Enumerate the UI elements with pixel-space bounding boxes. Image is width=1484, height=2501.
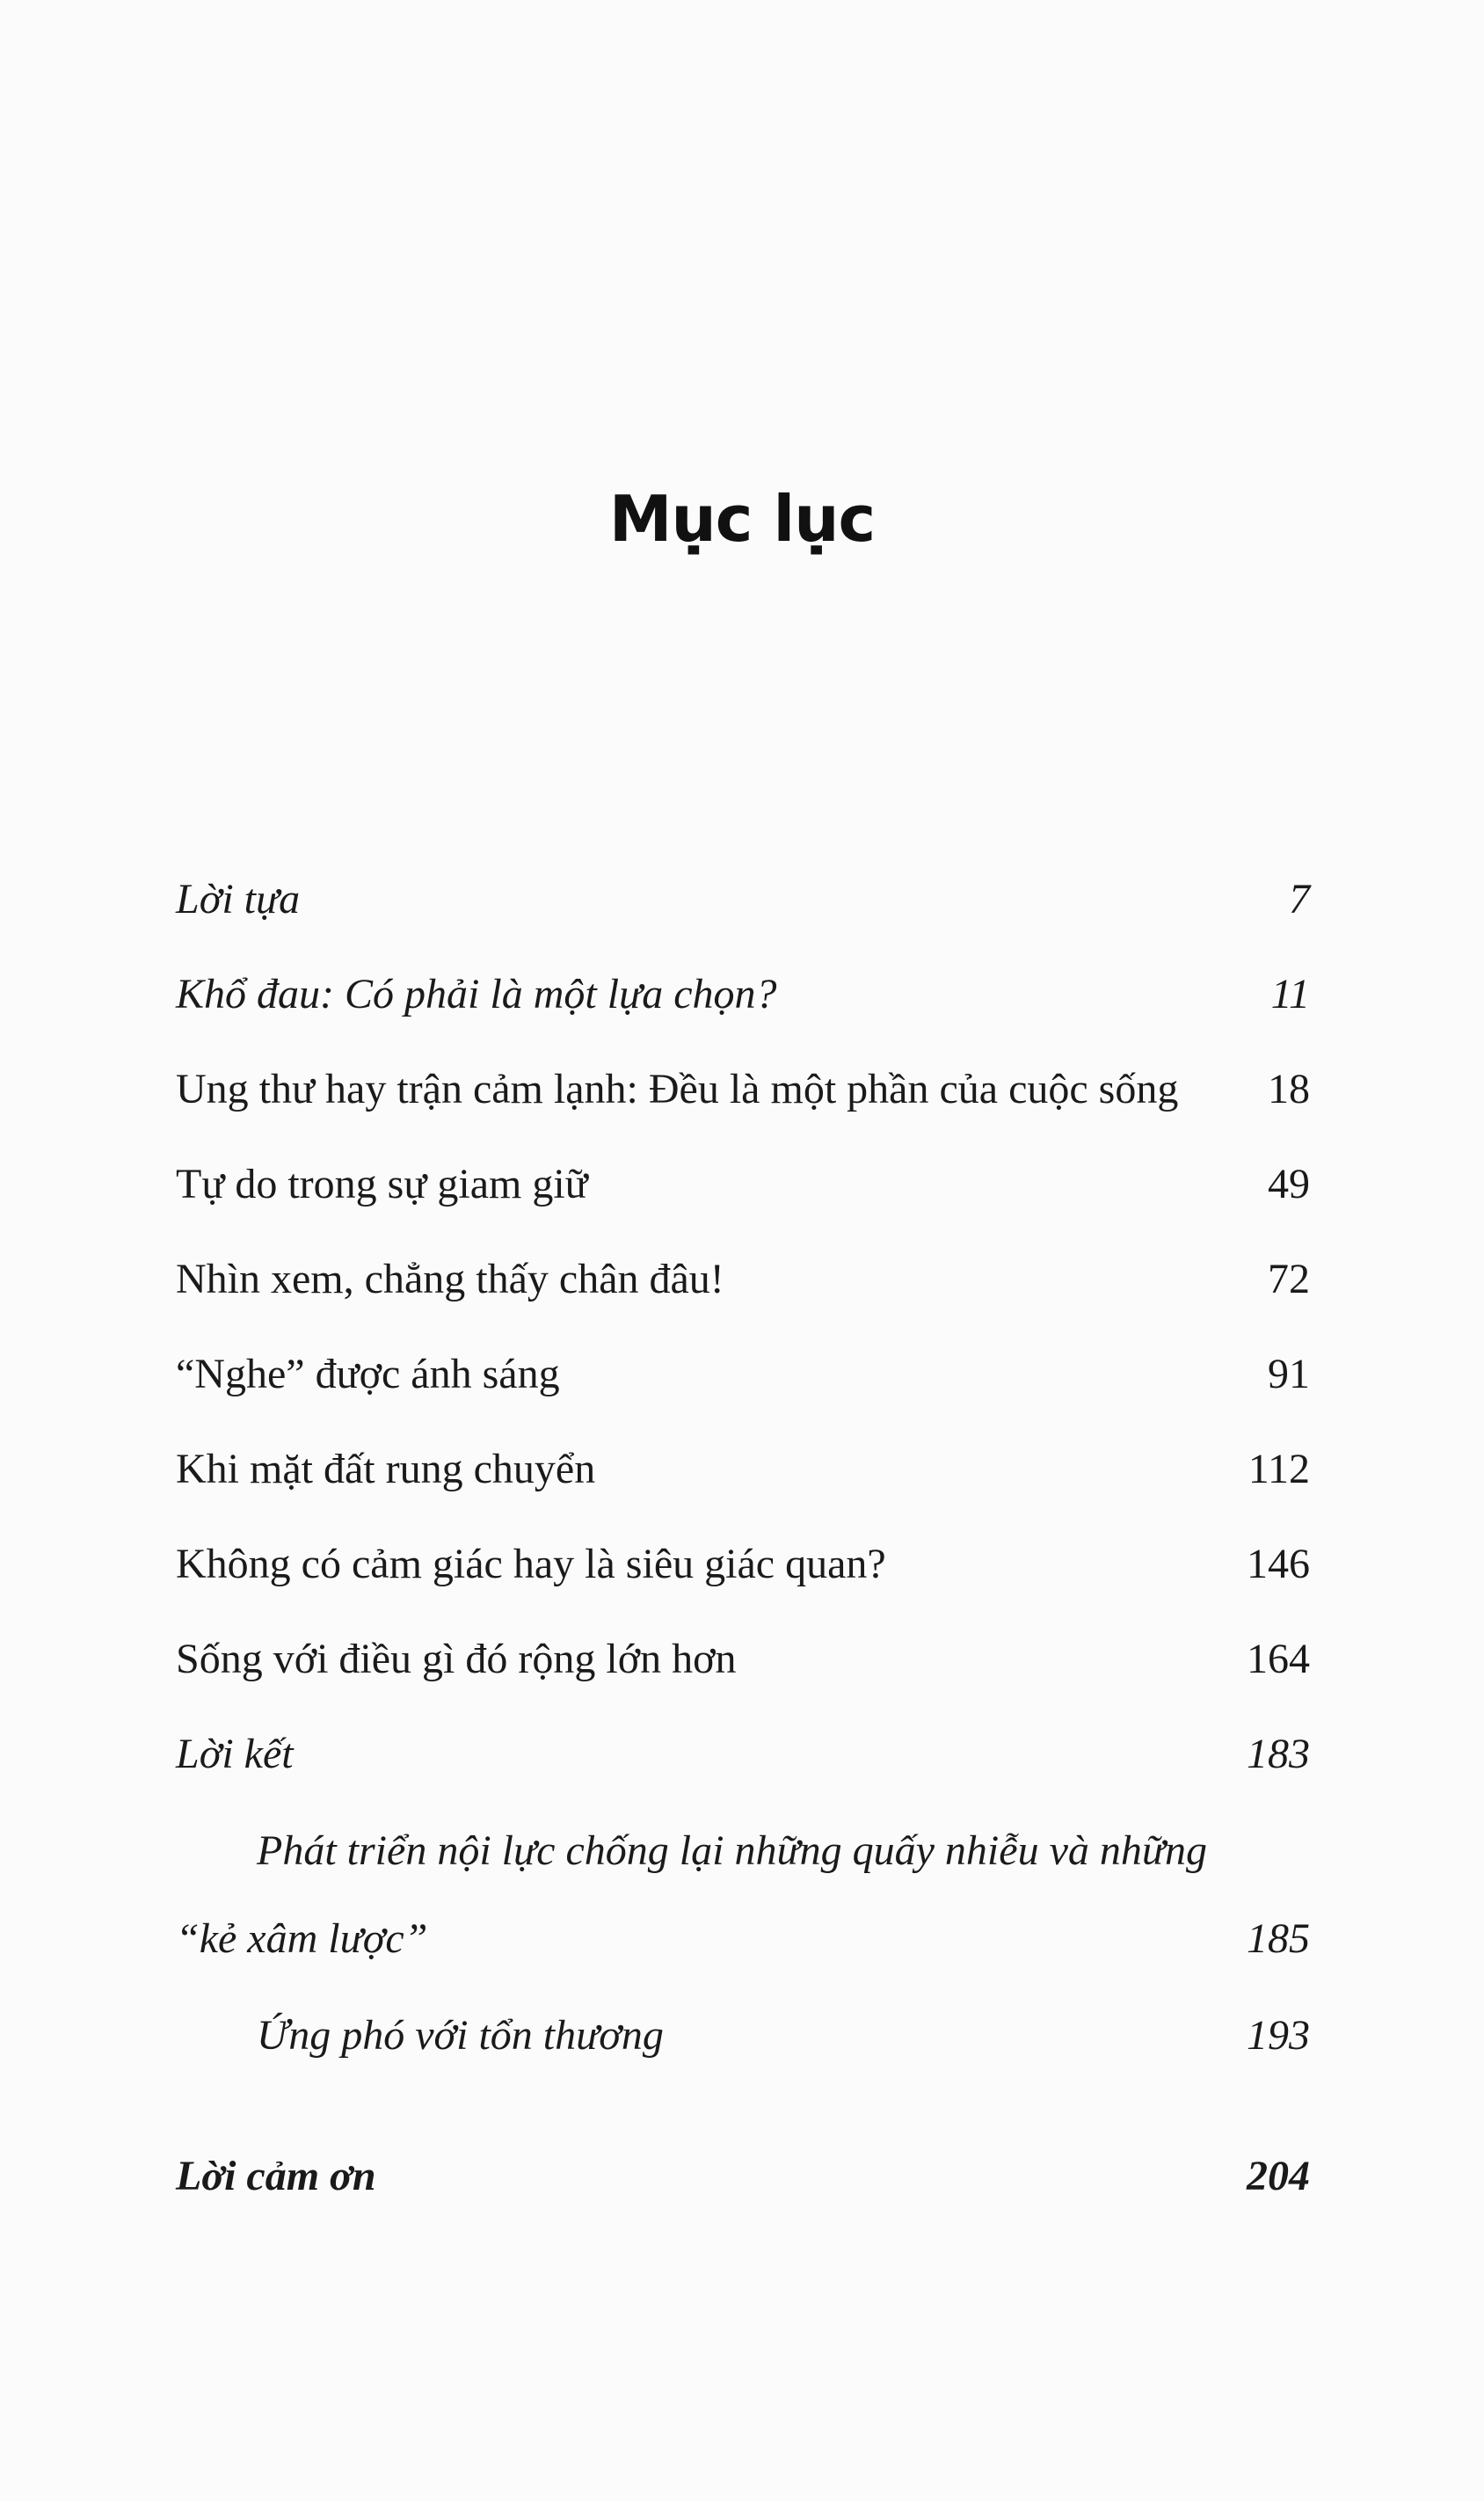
toc-entry-page: 18 (1268, 1066, 1310, 1112)
toc-entry-page: 193 (1247, 2012, 1310, 2059)
toc-entry-page: 204 (1247, 2153, 1310, 2199)
page-title: Mục lục (608, 482, 876, 556)
toc-entry-label: Ứng phó với tổn thương (257, 2012, 664, 2059)
toc-entry-page: 49 (1268, 1161, 1310, 1207)
toc-entry-page: 146 (1247, 1541, 1310, 1587)
toc-entry-page: 112 (1248, 1446, 1310, 1492)
toc-entry (176, 1439, 1310, 1500)
toc-entry (176, 2005, 1310, 2067)
toc-entry (176, 1820, 1310, 1882)
toc-entry-label: “kẻ xâm lược” (176, 1915, 428, 1962)
toc-entry-page: 185 (1247, 1915, 1310, 1962)
toc-entry (176, 964, 1310, 1025)
toc-entry-page: 72 (1268, 1256, 1310, 1302)
toc-entry-page: 91 (1268, 1351, 1310, 1397)
toc-entry (176, 1534, 1310, 1595)
toc-entry-label: Lời cảm ơn (176, 2153, 376, 2199)
toc-entry (176, 1908, 1310, 1970)
toc-entry-label: Sống với điều gì đó rộng lớn hơn (176, 1636, 737, 1682)
toc-entry-label: Không có cảm giác hay là siêu giác quan? (176, 1541, 886, 1587)
toc-entry-page: 164 (1247, 1636, 1310, 1682)
toc-entry-label: Ung thư hay trận cảm lạnh: Đều là một phần của cuộc sống (176, 1066, 1179, 1112)
toc-entry (176, 1724, 1310, 1785)
toc-entry-label: “Nghe” được ánh sáng (176, 1351, 560, 1397)
toc-entry (176, 1629, 1310, 1690)
toc-entry-label: Nhìn xem, chẳng thấy chân đâu! (176, 1256, 724, 1302)
toc-entry-label: Lời tựa (176, 876, 301, 922)
toc-entry-label: Tự do trong sự giam giữ (176, 1161, 588, 1207)
toc-entry-label: Khổ đau: Có phải là một lựa chọn? (176, 971, 777, 1017)
toc-entry-page: 183 (1247, 1731, 1310, 1777)
toc-entry (176, 1249, 1310, 1310)
toc-entry (176, 1059, 1310, 1120)
toc-entry (176, 2146, 1310, 2207)
toc-entry-page: 7 (1289, 876, 1310, 922)
toc-entry-label: Phát triển nội lực chống lại những quấy nhiễu và những (257, 1827, 1208, 1874)
toc-entry-page: 11 (1270, 971, 1310, 1017)
toc-entry (176, 869, 1310, 930)
toc-entry-label: Lời kết (176, 1731, 294, 1777)
toc-entry (176, 1154, 1310, 1215)
toc-entry (176, 1344, 1310, 1405)
toc-entry-label: Khi mặt đất rung chuyển (176, 1446, 596, 1492)
